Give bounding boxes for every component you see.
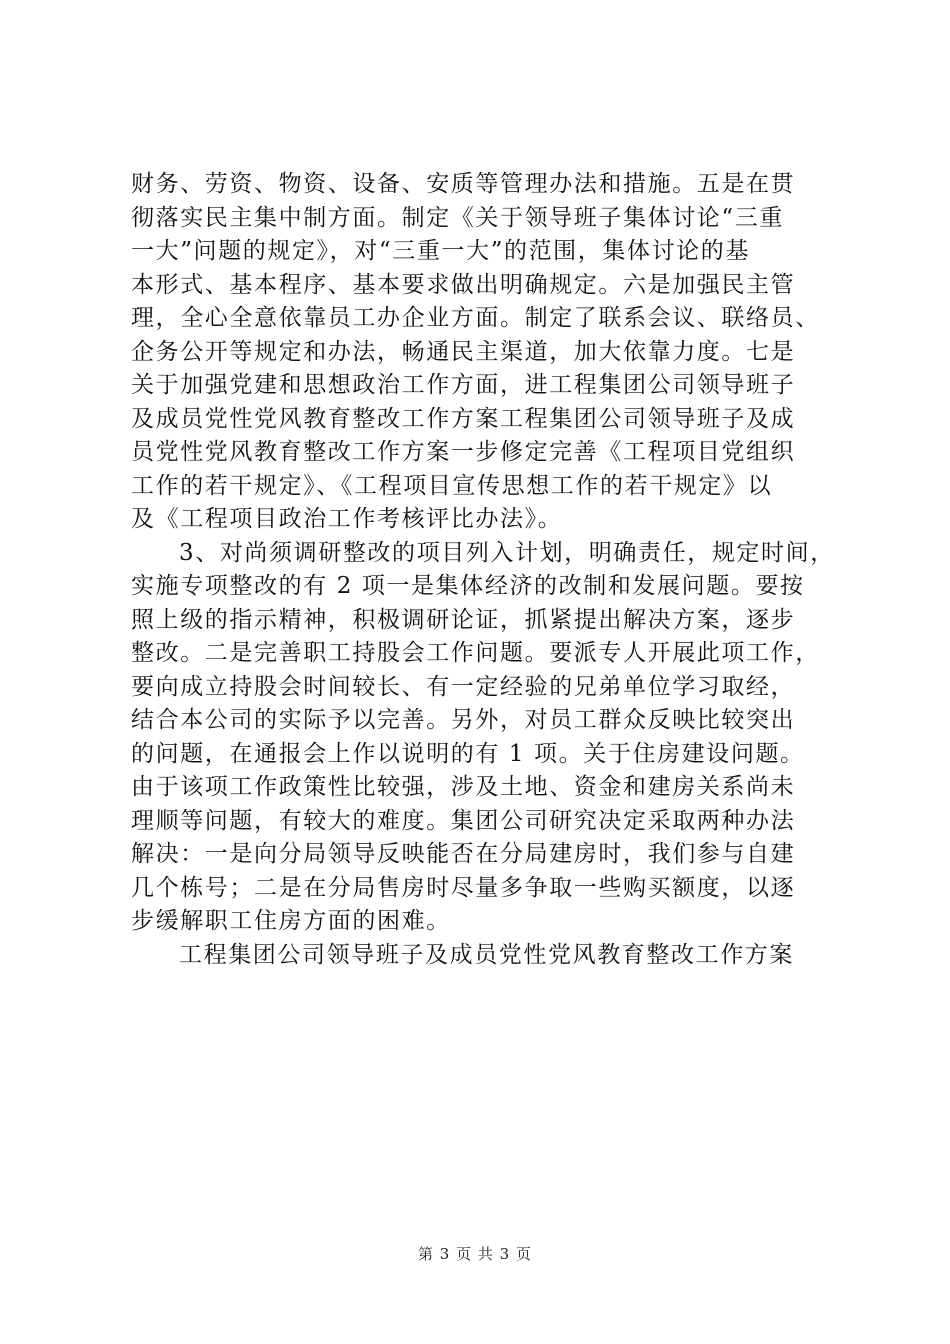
page-number-footer: 第 3 页 共 3 页 (418, 1245, 532, 1263)
text-line: 解决：一是向分局领导反映能否在分局建房时，我们参与自建 (131, 841, 796, 867)
text-line: 彻落实民主集中制方面。制定《关于领导班子集体讨论“三重 (131, 204, 784, 231)
text-line: 员党性党风教育整改工作方案一步修定完善《工程项目党组织 (131, 439, 796, 465)
text-line: 要向成立持股会时间较长、有一定经验的兄弟单位学习取经， (131, 673, 796, 700)
text-line: 理顺等问题，有较大的难度。集团公司研究决定采取两种办法 (131, 807, 796, 834)
text-line: 理，全心全意依靠员工办企业方面。制定了联系会议、联络员、 (131, 305, 820, 331)
text-line: 本形式、基本程序、基本要求做出明确规定。六是加强民主管 (131, 271, 796, 298)
text-line: 工作的若干规定》、《工程项目宣传思想工作的若干规定》以 (131, 472, 773, 499)
text-line: 实施专项整改的有 2 项一是集体经济的改制和发展问题。要按 (131, 573, 805, 599)
text-line: 及成员党性党风教育整改工作方案工程集团公司领导班子及成 (131, 405, 796, 432)
closing-title-line: 工程集团公司领导班子及成员党性党风教育整改工作方案 (179, 941, 794, 968)
text-line: 关于加强党建和思想政治工作方面，进工程集团公司领导班子 (131, 372, 796, 398)
text-line: 及《工程项目政治工作考核评比办法》。 (131, 506, 563, 532)
document-body (131, 168, 835, 972)
text-line: 企务公开等规定和办法，畅通民主渠道，加大依靠力度。七是 (131, 338, 796, 365)
text-line: 由于该项工作政策性比较强，涉及土地、资金和建房关系尚未 (131, 774, 796, 800)
text-line: 结合本公司的实际予以完善。另外，对员工群众反映比较突出 (131, 707, 796, 733)
text-line: 一大”问题的规定》，对“三重一大”的范围，集体讨论的基 (131, 238, 750, 264)
text-line: 整改。二是完善职工持股会工作问题。要派专人开展此项工作， (131, 640, 820, 666)
text-line: 照上级的指示精神，积极调研论证，抓紧提出解决方案，逐步 (131, 606, 796, 633)
text-line: 几个栋号；二是在分局售房时尽量多争取一些购买额度，以逐 (131, 874, 796, 901)
paragraph-start-line: 3、对尚须调研整改的项目列入计划，明确责任，规定时间， (179, 539, 835, 566)
text-line: 的问题，在通报会上作以说明的有 1 项。关于住房建设问题。 (131, 740, 805, 767)
text-line: 步缓解职工住房方面的困难。 (131, 908, 451, 934)
text-line: 财务、劳资、物资、设备、安质等管理办法和措施。五是在贯 (131, 171, 796, 197)
